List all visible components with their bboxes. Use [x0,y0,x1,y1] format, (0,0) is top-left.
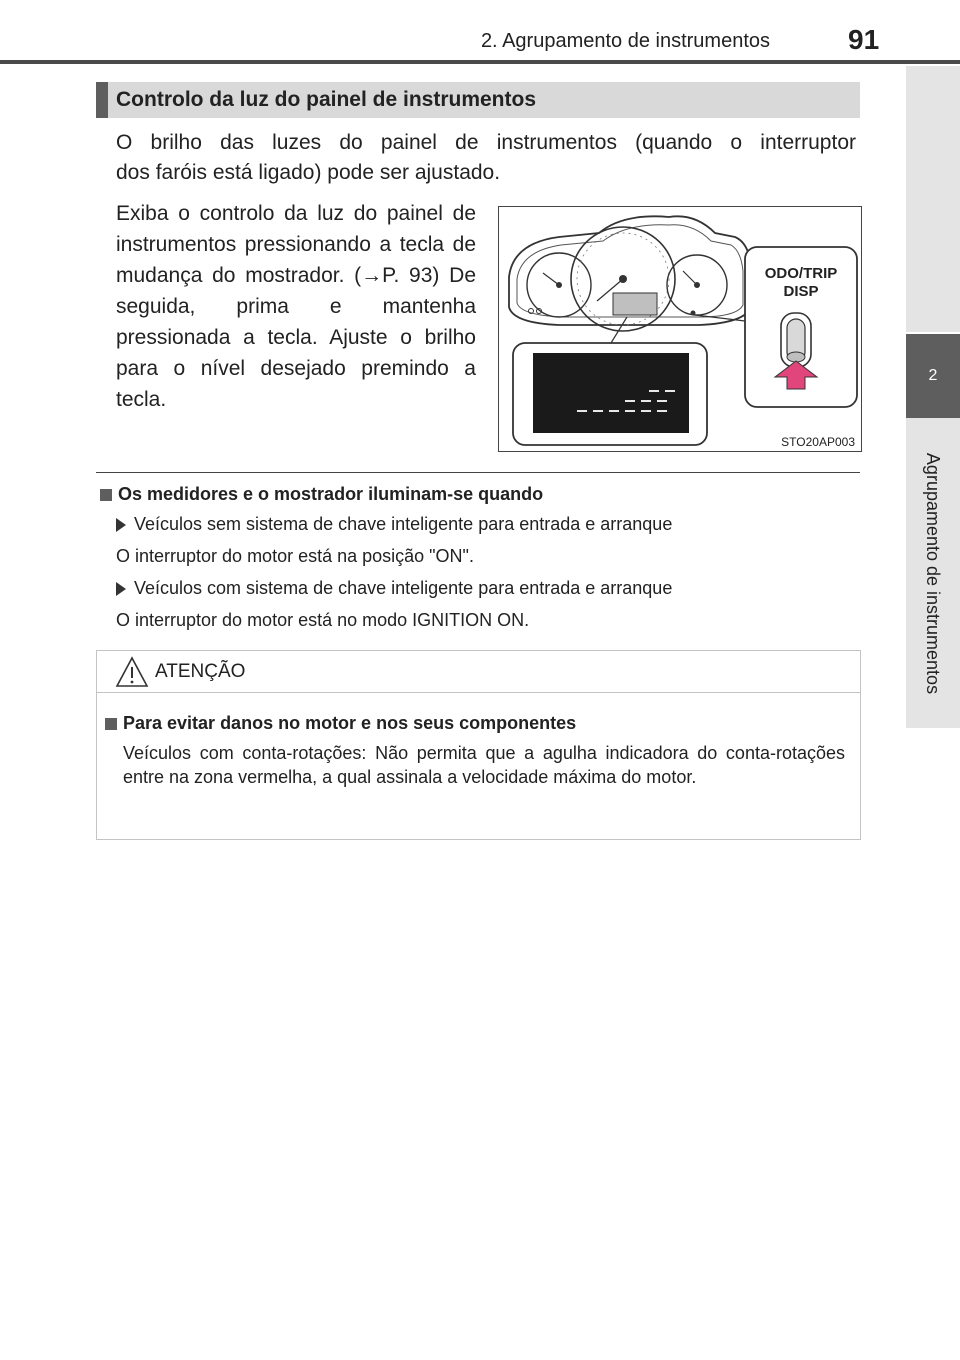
warning-text: Veículos com conta-rotações: Não permita que a agulha indicadora do conta-rotações entre na zona vermelha, a qual assinala a velocidade máxima do motor. [123,743,845,787]
notes-heading [100,484,543,505]
intro-paragraph [116,128,856,188]
odo-trip-disp-label [751,265,851,301]
warning-title: ATENÇÃO [155,661,246,682]
condition-detail-2: O interruptor do motor está no modo IGNITION ON. [116,610,530,630]
warning-header [97,651,860,693]
condition-item-1 [116,514,672,535]
intro-line-2: dos faróis está ligado) pode ser ajustado. [116,161,501,184]
disp-label: DISP [783,283,819,300]
condition-text-1: Veículos sem sistema de chave inteligente para entrada e arranque [134,514,673,534]
instructions-paragraph: Exiba o controlo da luz do painel de instrumentos pressionando a tecla de mudança do mostrador. (→P. 93) De seguida, prima e mantenha pressionada a tecla. Ajuste o brilho para o nível desejado premindo a tecla. [116,202,476,411]
warning-box [96,650,861,840]
section-heading-bar [96,82,108,118]
side-tab-chapter-number: 2 [906,334,960,418]
warning-subheading [105,713,576,734]
condition-detail-1: O interruptor do motor está na posição "ON". [116,546,474,566]
warning-subheading-text: Para evitar danos no motor e nos seus componentes [123,713,577,733]
triangle-bullet-icon [116,518,126,532]
side-tab-label-text: Agrupamento de instrumentos [923,452,944,694]
warning-triangle-icon [115,655,149,689]
instrument-cluster-figure [498,206,862,452]
odo-trip-label: ODO/TRIP [764,265,838,282]
condition-item-2 [116,578,672,599]
figure-code: STO20AP003 [781,435,855,449]
square-bullet-icon [100,489,112,501]
square-bullet-icon [105,718,117,730]
instrument-cluster-illustration [499,207,863,453]
side-tab-upper [906,66,960,332]
side-tab-chapter-label [906,418,960,728]
intro-line-1: O brilho das luzes do painel de instrumentos (quando o interruptor [116,131,856,154]
section-heading-text: Controlo da luz do painel de instrumentos [116,88,537,111]
running-header: 2. Agrupamento de instrumentos [480,30,770,52]
condition-text-2: Veículos com sistema de chave inteligente para entrada e arranque [134,578,673,598]
notes-heading-text: Os medidores e o mostrador iluminam-se quando [118,484,544,504]
page-number: 91 [848,24,880,55]
header-rule [0,60,960,64]
section-heading [96,82,860,118]
triangle-bullet-icon [116,582,126,596]
section-divider [96,472,860,473]
